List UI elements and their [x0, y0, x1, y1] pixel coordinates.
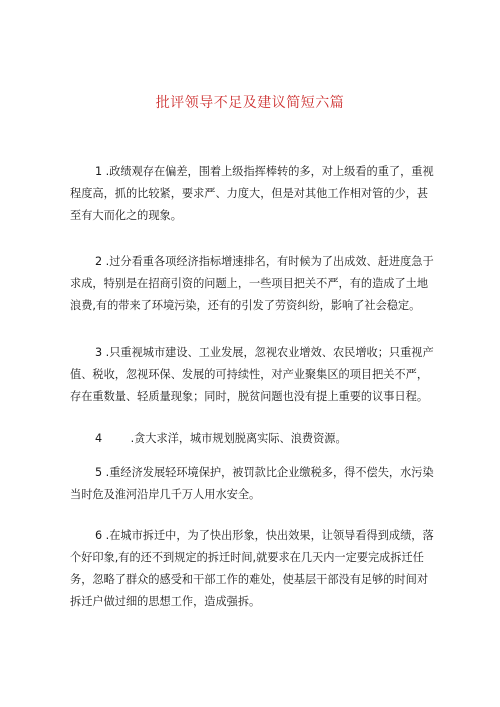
paragraph-text: 6 .在城市拆迁中，为了快出形象，快出效果，让领导看得到成绩，落个好印象,有的还不到规定的拆迁时间,就要求在几天内一定要完成拆迁任务，忽略了群众的感受和干部工作的难处，使基层干部没有足够的时间对拆迁户做过细的思想工作，造成强拆。	[70, 529, 434, 608]
paragraph-text: 5 .重经济发展轻环境保护，被罚款比企业缴税多，得不偿失，水污染当时危及淮河沿岸几千万人用水安全。	[70, 466, 434, 501]
paragraph-4	[70, 428, 436, 450]
paragraph-2	[70, 251, 436, 317]
paragraph-text: 1 .政绩观存在偏差，围着上级指挥棒转的多，对上级看的重了，重视程度高，抓的比较紧，要求严、力度大，但是对其他工作相对管的少，甚至有大而化之的现象。	[70, 165, 434, 222]
paragraph-6	[70, 525, 436, 613]
paragraph-text: 2 .过分看重各项经济指标增速排名，有时候为了出成效、赶进度急于求成，特别是在招商引资的问题上，一些项目把关不严，有的造成了土地浪费,有的带来了环境污染，还有的引发了劳资纠纷，影响了社会稳定。	[70, 255, 434, 312]
paragraph-5	[70, 462, 436, 506]
document-title: 批评领导不足及建议简短六篇	[155, 95, 345, 111]
paragraph-text: 4 .贪大求洋，城市规划脱离实际、浪费资源。	[95, 432, 347, 445]
paragraph-3	[70, 342, 436, 408]
paragraph-1	[70, 161, 436, 227]
paragraph-text: 3 .只重视城市建设、工业发展，忽视农业增效、农民增收；只重视产值、税收，忽视环保、发展的可持续性，对产业聚集区的项目把关不严，存在重数量、轻质量现象；同时，脱贫问题也没有提上重要的议事日程。	[70, 346, 434, 403]
